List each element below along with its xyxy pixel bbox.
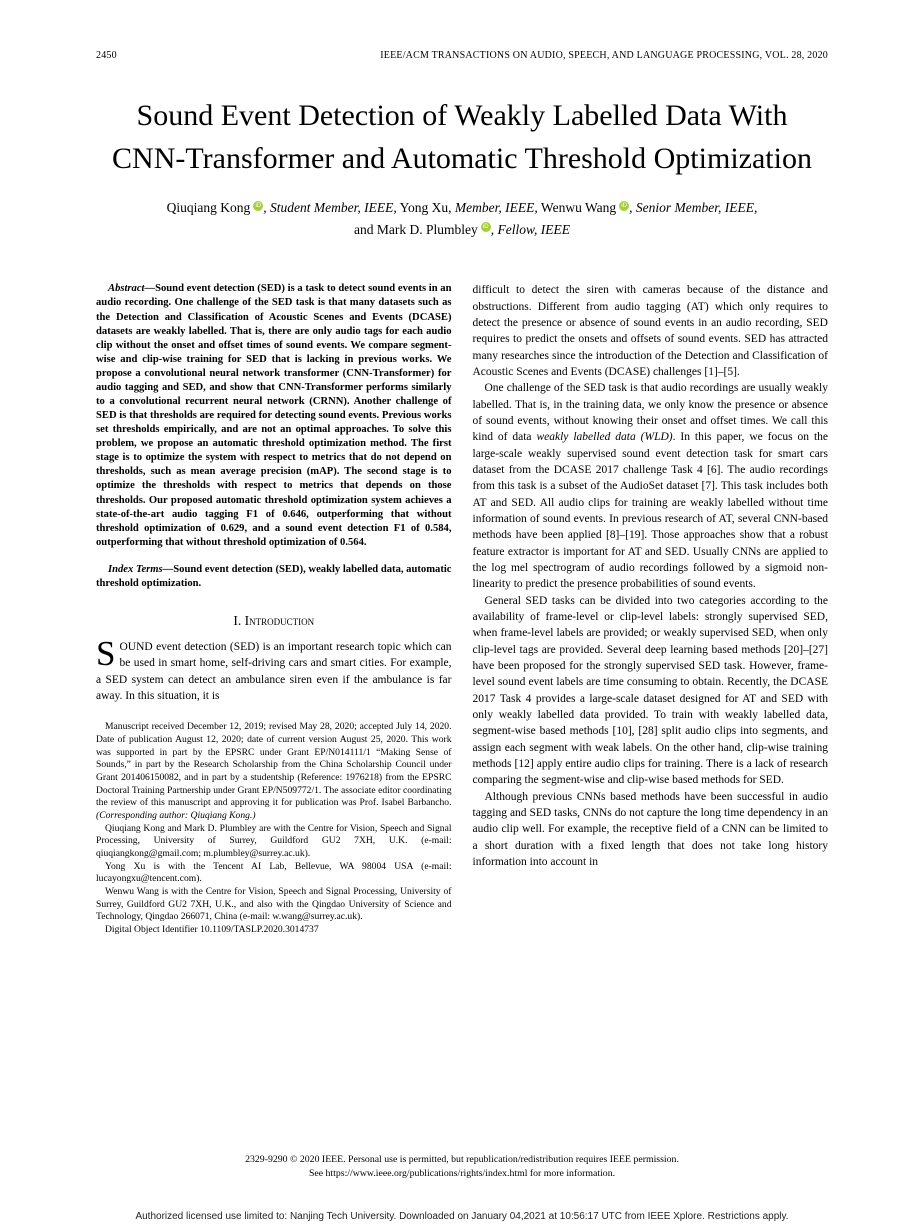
author-role-wang: , Senior Member, IEEE, xyxy=(629,200,758,216)
two-column-body xyxy=(96,282,828,936)
author-role-kong: , Student Member, IEEE, xyxy=(263,200,397,216)
body-paragraph-2-b: . In this paper, we focus on the large-scale weakly supervised sound event detection task for smart cars dataset from the DCASE 2017 challenge Task 4 [6]. The audio recordings from this task is a subset of the AudioSet dataset [7]. This task includes both AT and SED. All audio clips for training are weakly labelled without time information of sound events. In previous research of AT, several CNN-based methods have been applied [8]–[19]. Those approaches show that a robust feature extractor is important for AT and SED. Usually CNNs are applied to the log mel spectrogram of audio recordings followed by a sigmoid non-linearity to predict the presence probabilities of sound events. xyxy=(472,431,828,591)
author-name-kong: Qiuqiang Kong xyxy=(166,200,251,216)
body-paragraph-1: difficult to detect the siren with cameras because of the distance and obstructions. Different from audio tagging (AT) which only requires to detect the presence or absence of sound events in an audio recording, SED requires to predict the onsets and offsets of sound events. SED has attracted many researches since the introduction of the Detection and Classification of Acoustic Scenes and Events (DCASE) challenges [1]–[5]. xyxy=(472,284,828,379)
footnote-affiliation-kong-plumbley: Qiuqiang Kong and Mark D. Plumbley are with the Centre for Vision, Speech and Signal Processing, University of Surrey, Guildford GU2 7XH, U.K. (e-mail: qiuqiangkong@gmail.com; m.plumbley@surrey.ac.uk). xyxy=(96,822,452,859)
abstract-text: Sound event detection (SED) is a task to detect sound events in an audio recording. One challenge of the SED task is that many datasets such as the Detection and Classification of Acoustic Scenes and Events (DCASE) datasets are weakly labelled. That is, there are only audio tags for each audio clip without the onset and offset times of sound events. We compare segment-wise and clip-wise training for SED that is lacking in previous works. We propose a convolutional neural network transformer (CNN-Transformer) for audio tagging and SED, and show that CNN-Transformer performs similarly to a convolutional recurrent neural network (CRNN). Another challenge of SED is that thresholds are required for detecting sound events. Previous works set thresholds empirically, and are not an optimal approaches. To solve this problem, we propose an automatic threshold optimization method. The first stage is to optimize the system with respect to metrics that do not depend on thresholds, such as mean average precision (mAP). The second stage is to optimize the thresholds with respect to metrics that depends on those thresholds. Our proposed automatic threshold optimization system achieves a state-of-the-art audio tagging F1 of 0.646, outperforming that without threshold optimization of 0.629, and a sound event detection F1 of 0.584, outperforming that without threshold optimization of 0.564. xyxy=(96,283,452,548)
body-paragraph-2 xyxy=(473,380,829,592)
index-terms-text: Sound event detection (SED), weakly labelled data, automatic threshold optimization. xyxy=(96,563,452,589)
running-header xyxy=(96,50,828,61)
footnote-manuscript xyxy=(96,721,452,822)
author-line-1 xyxy=(96,197,828,219)
orcid-icon: iD xyxy=(253,201,263,211)
author-role-xu: , Member, IEEE, xyxy=(448,200,538,216)
left-column xyxy=(96,282,452,936)
footnote-manuscript-text: Manuscript received December 12, 2019; revised May 28, 2020; accepted July 14, 2020. Date of publication August 12, 2020; date of current version August 25, 2020. This work was supported in part by the EPSRC under Grant EP/N014111/1 “Making Sense of Sounds,” in part by the Research Scholarship from the China Scholarship Council under Grant 201406150082, and in part by a studentship (Reference: 1976218) from the EPSRC Doctoral Training Partnership under Grant EP/N509772/1. The associate editor coordinating the review of this manuscript and approving it for publication was Prof. Isabel Barbancho. xyxy=(96,721,452,809)
section-heading-introduction: I. Introduction xyxy=(233,613,315,629)
copyright-footer xyxy=(0,1153,924,1182)
right-column xyxy=(473,282,829,936)
copyright-line-1: 2329-9290 © 2020 IEEE. Personal use is permitted, but republication/redistribution requires IEEE permission. xyxy=(245,1153,679,1165)
footnote-affiliation-xu: Yong Xu is with the Tencent AI Lab, Bellevue, WA 98004 USA (e-mail: lucayongxu@tencent.com). xyxy=(96,860,452,885)
author-name-plumbley: and Mark D. Plumbley xyxy=(354,221,478,237)
orcid-icon: iD xyxy=(481,222,491,232)
introduction-body xyxy=(96,634,452,704)
author-block xyxy=(96,197,828,240)
body-paragraph-2-a: One challenge of the SED task is that audio recordings are usually weakly labelled. That is, in the training data, we only know the presence or absence of sound events, without knowing their onset and offset times. We call this kind of data xyxy=(472,382,828,444)
dropcap: S xyxy=(96,634,116,674)
paper-title: Sound Event Detection of Weakly Labelled Data With CNN-Transformer and Automatic Threshold Optimization xyxy=(112,99,812,175)
body-paragraph-4: Although previous CNNs based methods have been successful in audio tagging and SED tasks, CNNs do not capture the long time dependency in an audio clip well. For example, the receptive field of a CNN can be limited to a short duration with a fixed length that does not take long history information into account in xyxy=(472,790,828,868)
abstract-label: Abstract— xyxy=(108,283,156,295)
corresponding-author-note: (Corresponding author: Qiuqiang Kong.) xyxy=(96,809,256,821)
author-line-2 xyxy=(96,219,828,241)
author-role-plumbley: , Fellow, IEEE xyxy=(490,221,570,237)
footnote-affiliation-wang: Wenwu Wang is with the Centre for Vision, Speech and Signal Processing, University of Surrey, Guildford GU2 7XH, U.K., and also with the Qingdao University of Science and Technology, Qingdao 266071, China (e-mail: w.wang@surrey.ac.uk). xyxy=(96,885,452,923)
journal-title: IEEE/ACM TRANSACTIONS ON AUDIO, SPEECH, AND LANGUAGE PROCESSING, VOL. 28, 2020 xyxy=(380,50,828,61)
copyright-line-2: See https://www.ieee.org/publications/rights/index.html for more information. xyxy=(308,1168,616,1180)
index-terms xyxy=(96,563,452,591)
footnote-doi: Digital Object Identifier 10.1109/TASLP.2020.3014737 xyxy=(105,923,319,935)
footnotes xyxy=(96,721,452,936)
index-terms-label: Index Terms— xyxy=(108,563,174,575)
page-number: 2450 xyxy=(96,50,117,61)
author-name-xu: Yong Xu xyxy=(396,200,449,216)
abstract xyxy=(96,282,452,549)
orcid-icon: iD xyxy=(619,201,629,211)
body-paragraph-3: General SED tasks can be divided into two categories according to the availability of frame-level or clip-level labels: strongly supervised SED, when frame-level labels are provided; or weakly supervised SED, when only clip-level tags are provided. Several deep learning based methods [20]–[27] have been proposed for the strongly supervised SED task. However, frame-level sound event labels are time consuming to obtain. Recently, the DCASE 2017 Task 4 provides a large-scale dataset designed for AT and SED with only weakly labelled data provided. To train with weakly labelled data, segment-wise based methods [10], [28] split audio clips into segments, and assign each segment with weak labels. On the other hand, clip-wise training methods [12] apply entire audio clips for training. There is a lack of research comparing the segment-wise and clip-wise based methods for SED. xyxy=(472,594,828,787)
introduction-text: OUND event detection (SED) is an important research topic which can be used in smart home, self-driving cars and smart cities. For example, a SED system can detect an ambulance siren even if the ambulance is far away. In this situation, it is xyxy=(96,641,452,702)
author-name-wang: Wenwu Wang xyxy=(537,200,617,216)
wld-emphasis: weakly labelled data (WLD) xyxy=(536,431,673,444)
xplore-license-stamp: Authorized licensed use limited to: Nanjing Tech University. Downloaded on January 04,2021 at 10:56:17 UTC from IEEE Xplore. Restrictions apply. xyxy=(135,1211,789,1222)
introduction-paragraph xyxy=(96,634,452,704)
